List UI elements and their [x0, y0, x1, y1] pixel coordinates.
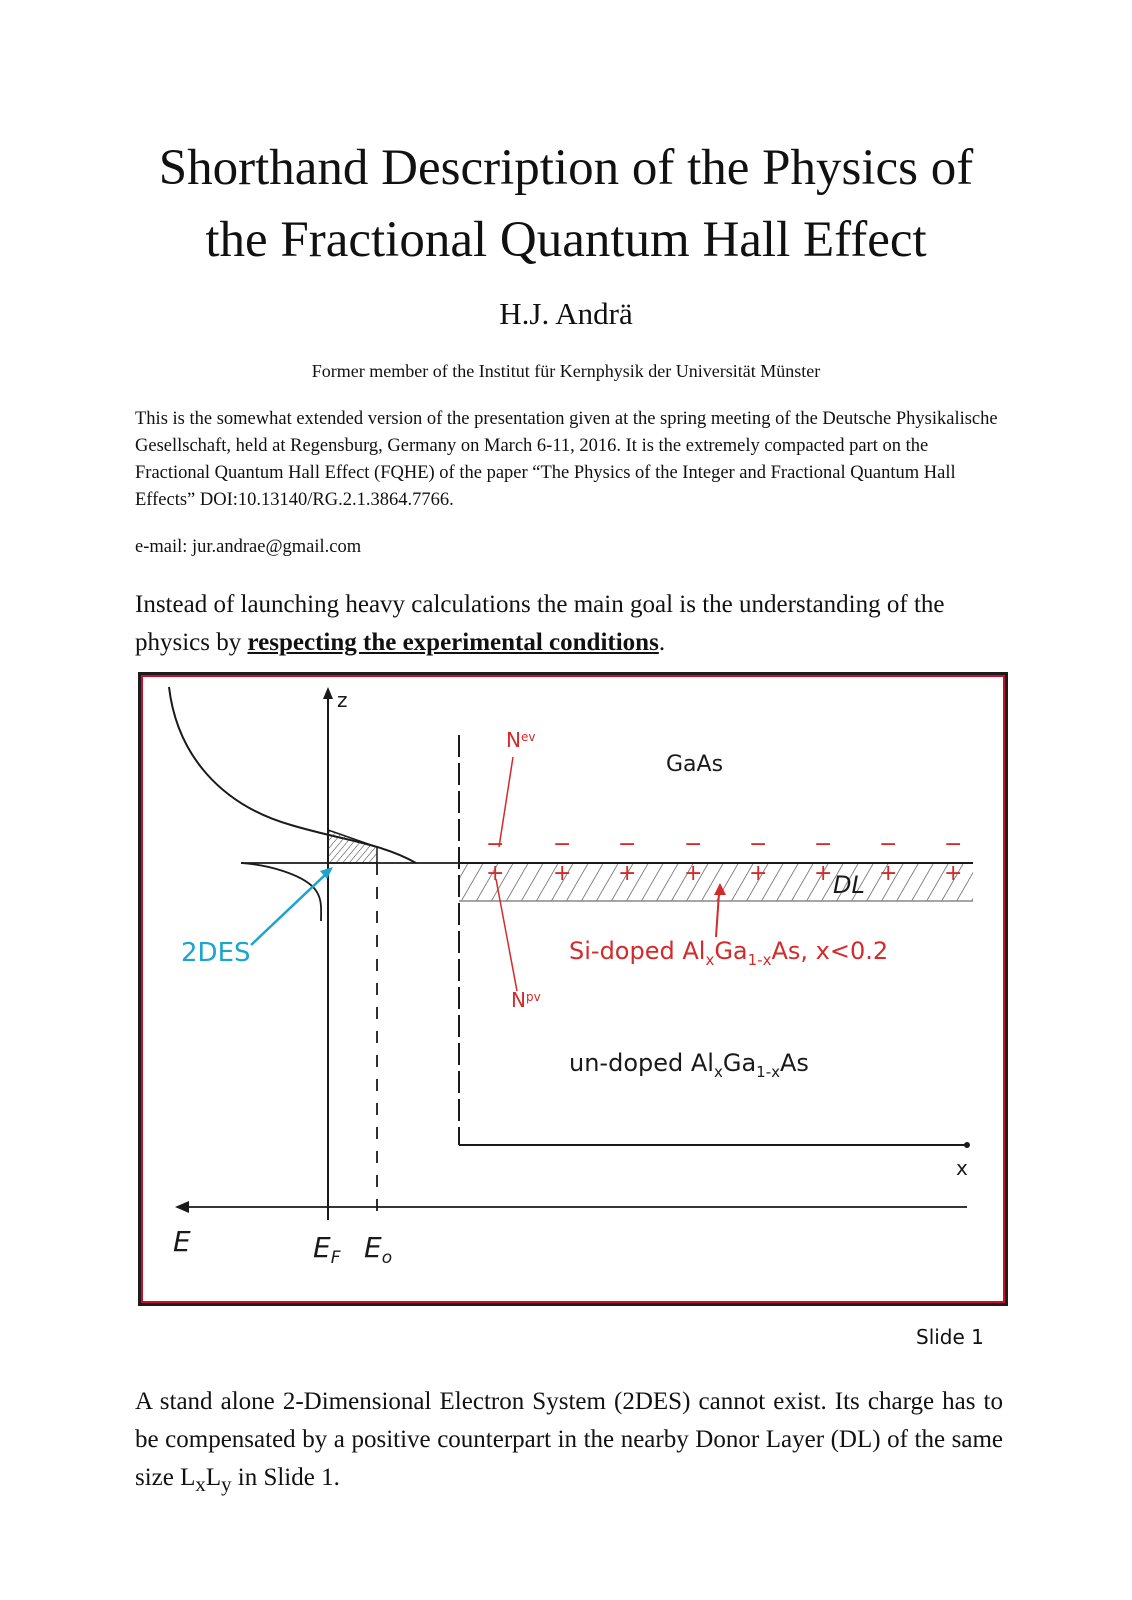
label-e0 — [364, 1231, 392, 1268]
plus-charge: + — [486, 861, 505, 886]
un-doped-suffix: As — [780, 1049, 809, 1077]
intro-emphasis: respecting the experimental conditions — [247, 629, 659, 656]
plus-charge: + — [814, 861, 833, 886]
minus-charge: − — [553, 832, 572, 857]
slide-1-figure — [138, 672, 1008, 1306]
minus-charge: − — [879, 832, 898, 857]
paragraph-l: L — [205, 1464, 222, 1491]
nev-main: N — [506, 728, 521, 752]
slide-caption: Slide 1 — [916, 1325, 984, 1349]
un-doped-prefix: un-doped Al — [569, 1049, 714, 1077]
x-axis-end — [964, 1142, 970, 1148]
body-paragraph — [135, 1383, 1003, 1503]
plus-charge: + — [944, 861, 963, 886]
label-x: x — [956, 1156, 968, 1180]
plus-charge: + — [553, 861, 572, 886]
author-name: H.J. Andrä — [499, 296, 633, 331]
paragraph-end: in Slide 1. — [231, 1464, 340, 1491]
intro-end: . — [658, 629, 666, 656]
intro-paragraph — [135, 586, 1005, 662]
label-2des: 2DES — [181, 938, 251, 968]
nev-sup: ev — [520, 730, 536, 744]
wavefunction-curve — [241, 863, 321, 921]
2des-arrow — [251, 875, 325, 945]
paragraph-sub-y: y — [221, 1472, 232, 1496]
label-npv — [511, 988, 541, 1012]
si-doped-suffix: As, x<0.2 — [771, 937, 889, 965]
filled-states — [328, 830, 377, 863]
un-doped-sub: 1-x — [756, 1063, 780, 1081]
band-diagram — [141, 675, 1005, 1303]
plus-charge: + — [879, 861, 898, 886]
npv-sup: pv — [525, 990, 541, 1004]
ef-main: E — [313, 1231, 331, 1264]
label-si-doped — [569, 937, 888, 969]
minus-charge: − — [749, 832, 768, 857]
si-doped-prefix: Si-doped Al — [569, 937, 706, 965]
label-un-doped — [569, 1049, 809, 1081]
un-doped-ga: Ga — [722, 1049, 757, 1077]
label-z: z — [337, 688, 348, 712]
contact-email: e-mail: jur.andrae@gmail.com — [135, 537, 362, 557]
paragraph-sub-x: x — [195, 1472, 206, 1496]
minus-charge: − — [684, 832, 703, 857]
si-doped-sub: 1-x — [747, 951, 772, 969]
plus-charge: + — [749, 861, 768, 886]
si-doped-ga: Ga — [714, 937, 748, 965]
plus-charge: + — [618, 861, 637, 886]
si-doped-x: x — [705, 951, 715, 969]
band-edge-curve — [169, 687, 416, 863]
un-doped-x: x — [713, 1063, 723, 1081]
title-line-1: Shorthand Description of the Physics of — [158, 140, 974, 196]
document-title — [0, 132, 1132, 276]
minus-charge: − — [618, 832, 637, 857]
label-ef — [313, 1231, 341, 1268]
e0-main: E — [364, 1231, 382, 1264]
minus-charge: − — [944, 832, 963, 857]
label-gaas: GaAs — [666, 752, 724, 777]
energy-axis-arrow — [175, 1201, 189, 1213]
paragraph-text: A stand alone 2-Dimensional Electron System (2DES) cannot exist. Its charge has to be compensated by a positive counterpart in the nearby Donor Layer (DL) of the same size L — [135, 1388, 1003, 1491]
author-affiliation: Former member of the Institut für Kernphysik der Universität Münster — [311, 361, 821, 381]
minus-charge: − — [814, 832, 833, 857]
abstract-note: This is the somewhat extended version of the presentation given at the spring meeting of the Deutsche Physikalische Gesellschaft, held at Regensburg, Germany on March 6-11, 2016. It is the extremely compacted part on the Fractional Quantum Hall Effect (FQHE) of the paper “The Physics of the Integer and Fractional Quantum Hall Effects” DOI:10.13140/RG.2.1.3864.7766. — [135, 409, 998, 510]
z-axis-arrow — [323, 687, 333, 699]
title-line-2: the Fractional Quantum Hall Effect — [205, 212, 927, 268]
label-e-axis: E — [173, 1225, 191, 1258]
minus-charge: − — [486, 832, 505, 857]
ef-sub: F — [330, 1248, 341, 1268]
intro-text: Instead of launching heavy calculations the main goal is the understanding of the physics by — [135, 591, 945, 656]
plus-charge: + — [684, 861, 703, 886]
npv-main: N — [511, 988, 526, 1012]
e0-sub: o — [381, 1248, 393, 1268]
label-nev — [506, 728, 535, 752]
label-dl: DL — [833, 871, 865, 899]
